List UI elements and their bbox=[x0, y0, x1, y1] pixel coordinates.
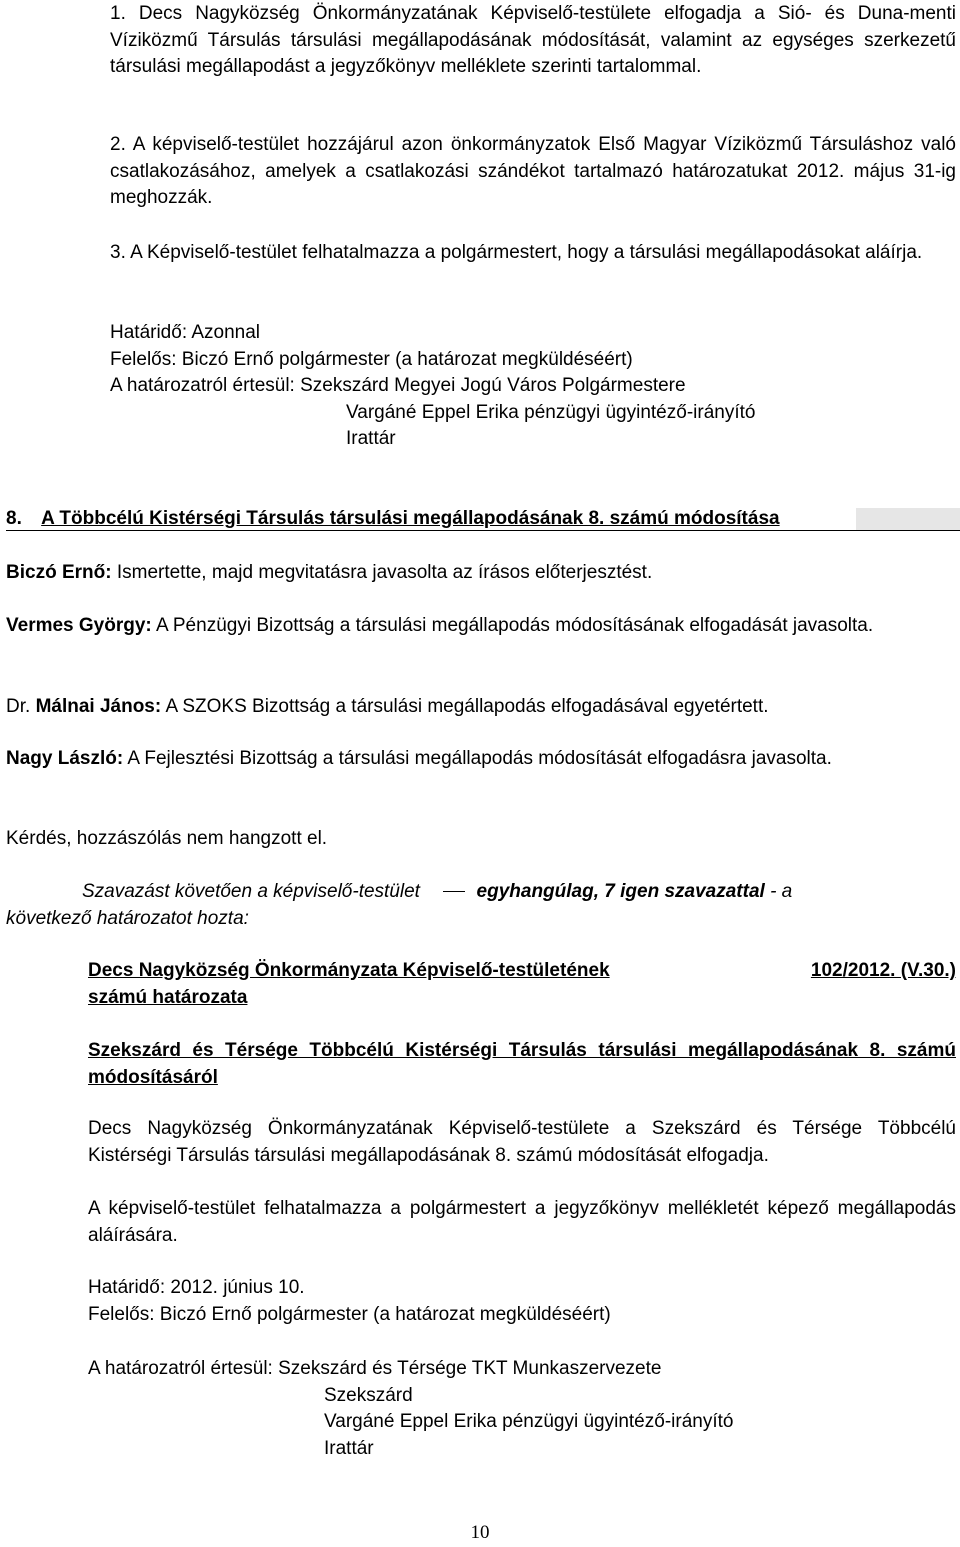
speaker-name: Vermes György: bbox=[6, 615, 152, 636]
resolution-item-2 bbox=[110, 132, 956, 212]
no-questions: Kérdés, hozzászólás nem hangzott el. bbox=[6, 828, 328, 849]
resolution-item-1 bbox=[110, 1, 956, 81]
notify-line-3: Irattár bbox=[346, 428, 396, 449]
resolution-deadline-block bbox=[88, 1275, 956, 1328]
notify-line: A határozatról értesül: Szekszárd Megyei Jogú Város Polgármestere bbox=[110, 375, 686, 396]
section-number: 8. bbox=[6, 508, 22, 529]
statement-nagy: Nagy László: A Fejlesztési Bizottság a társulási megállapodás módosítását elfogadásra javasolta. bbox=[6, 748, 832, 769]
notify-line-2: Vargáné Eppel Erika pénzügyi ügyintéző-irányító bbox=[346, 401, 756, 423]
item-2-text: 2. A képviselő-testület hozzájárul azon önkormányzatok Első Magyar Víziközmű Társuláshoz való csatlakozásához, amelyek a csatlakozási szándékot tartalmazó határozatukat 2012. május 31-ig meghozzák. bbox=[110, 134, 956, 208]
dash bbox=[443, 891, 465, 892]
resolution-subject: Szekszárd és Térsége Többcélú Kistérségi Társulás társulási megállapodásának 8. számú módosításáról bbox=[88, 1040, 956, 1088]
resolution-body-1: Decs Nagyközség Önkormányzatának Képviselő-testülete a Szekszárd és Térsége Többcélú Kistérségi Társulás társulási megállapodásának 8. számú módosítását elfogadja. bbox=[88, 1118, 956, 1166]
vote-lead: Szavazást követően a képviselő-testület bbox=[82, 881, 420, 902]
heading-rule bbox=[6, 530, 960, 531]
section-8-heading bbox=[6, 506, 956, 533]
resolution-item-3 bbox=[110, 240, 956, 267]
vote-result: egyhangúlag, 7 igen szavazattal bbox=[476, 881, 765, 902]
page-number: 10 bbox=[470, 1522, 490, 1543]
responsible-line: Felelős: Biczó Ernő polgármester (a határozat megküldéséért) bbox=[110, 348, 633, 370]
speaker-name: Nagy László: bbox=[6, 748, 124, 769]
resolution-notify-block: A határozatról értesül: Szekszárd és Térsége TKT Munkaszervezete Szekszárd Vargáné Eppel Erika pénzügyi ügyintéző-irányító Irattár bbox=[88, 1358, 734, 1459]
deadline-line: Határidő: Azonnal bbox=[110, 322, 260, 343]
heading-shade bbox=[856, 508, 960, 530]
speaker-name: Málnai János: bbox=[35, 696, 162, 717]
statement-malnai: Dr. Málnai János: A SZOKS Bizottság a társulási megállapodás elfogadásával egyetértett. bbox=[6, 696, 769, 717]
vote-line-2: következő határozatot hozta: bbox=[6, 907, 249, 929]
item-1-text: 1. Decs Nagyközség Önkormányzatának Képviselő-testülete elfogadja a Sió- és Duna-menti Víziközmű Társulás társulási megállapodásának módosítását, valamint az egységes szerkezetű társulási megállapodást a jegyzőkönyv melléklete szerinti tartalommal. bbox=[110, 3, 956, 77]
resolution-body-2: A képviselő-testület felhatalmazza a polgármestert a jegyzőkönyv mellékletét képező megállapodás aláírására. bbox=[88, 1198, 956, 1246]
resolution-title bbox=[88, 958, 956, 1011]
section-title: A Többcélú Kistérségi Társulás társulási megállapodásának 8. számú módosítása bbox=[41, 508, 780, 529]
item-3-text: 3. A Képviselő-testület felhatalmazza a polgármestert, hogy a társulási megállapodásokat aláírja. bbox=[110, 242, 923, 263]
resolution-deadline: Határidő: 2012. június 10. bbox=[88, 1277, 305, 1298]
speaker-name: Biczó Ernő: bbox=[6, 562, 112, 583]
statement-biczo: Biczó Ernő: Ismertette, majd megvitatásra javasolta az írásos előterjesztést. bbox=[6, 562, 653, 583]
vote-statement: Szavazást követően a képviselő-testület egyhangúlag, 7 igen szavazattal - a következő határozatot hozta: bbox=[6, 879, 956, 932]
resolution-issuer: Decs Nagyközség Önkormányzata Képviselő-testületének bbox=[88, 960, 610, 981]
first-resolution-footer bbox=[110, 320, 956, 453]
resolution-responsible: Felelős: Biczó Ernő polgármester (a határozat megküldéséért) bbox=[88, 1303, 611, 1325]
resolution-number: 102/2012. (V.30.) bbox=[810, 960, 956, 981]
statement-vermes: Vermes György: A Pénzügyi Bizottság a társulási megállapodás módosításának elfogadását javasolta. bbox=[6, 615, 874, 636]
resolution-label: számú határozata bbox=[88, 986, 248, 1008]
